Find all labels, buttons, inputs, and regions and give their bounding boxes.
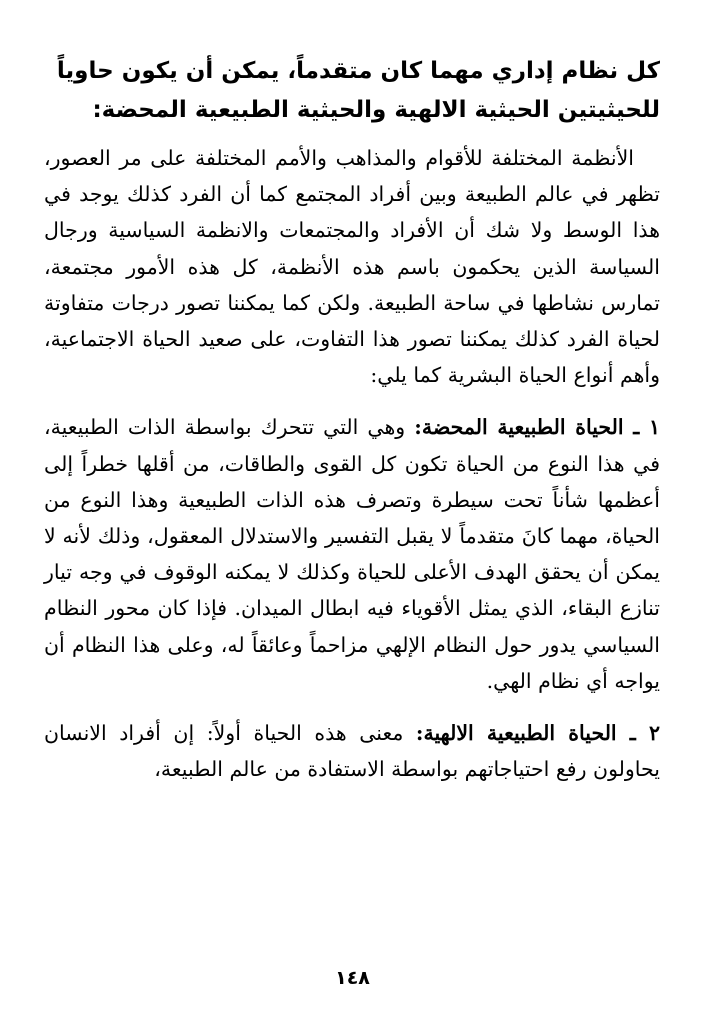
- intro-paragraph: [44, 140, 660, 393]
- section-2-paragraph: [44, 715, 660, 787]
- heading-line-2: للحيثيتين الحيثية الالهية والحيثية الطبيعية المحضة:: [92, 97, 660, 123]
- intro-text: الأنظمة المختلفة للأقوام والمذاهب والأمم المختلفة على مر العصور، تظهر في عالم الطبيعة وبين أفراد المجتمع كما أن الفرد كذلك يوجد في هذا الوسط ولا شك أن الأفراد والمجتمعات والانظمة السياسية ورجال السياسة الذين يحكمون باسم هذه الأنظمة، كل هذه الأمور مجتمعة، تمارس نشاطها في ساحة الطبيعة. ولكن كما يمكننا تصور درجات متفاوتة لحياة الفرد كذلك يمكننا تصور هذا التفاوت، على صعيد الحياة الاجتماعية، وأهم أنواع الحياة البشرية كما يلي:: [44, 146, 660, 388]
- section-1-text: وهي التي تتحرك بواسطة الذات الطبيعية، في هذا النوع من الحياة تكون كل القوى والطاقات، من أقلها خطراً إلى أعظمها شأناً تحت سيطرة وتصرف هذه الذات الطبيعية وهذا النوع من الحياة، مهما كانَ متقدماً لا يقبل التفسير والاستدلال المعقول، وذلك لأنه لا يمكن أن يحقق الهدف الأعلى للحياة وكذلك لا يمكنه الوقوف في وجه تيار تنازع البقاء، الذي يمثل الأقوياء فيه ابطال الميدان. فإذا كان محور النظام السياسي يدور حول النظام الإلهي مزاحماً وعائقاً له، وعلى هذا النظام أن يواجه أي نظام الهي.: [44, 415, 660, 693]
- section-1-title: ١ ـ الحياة الطبيعية المحضة:: [414, 415, 660, 440]
- section-2-text: معنى هذه الحياة أولاً: إن أفراد الانسان يحاولون رفع احتياجاتهم بواسطة الاستفادة من عالم الطبيعة،: [44, 721, 660, 782]
- page-body: [44, 52, 660, 803]
- section-1-paragraph: [44, 409, 660, 699]
- heading-line-1: كل نظام إداري مهما كان متقدماً، يمكن أن يكون حاوياً: [56, 58, 660, 84]
- section-2-title: ٢ ـ الحياة الطبيعية الالهية:: [415, 721, 660, 746]
- page-number: ١٤٨: [335, 967, 370, 989]
- section-heading: [44, 52, 660, 130]
